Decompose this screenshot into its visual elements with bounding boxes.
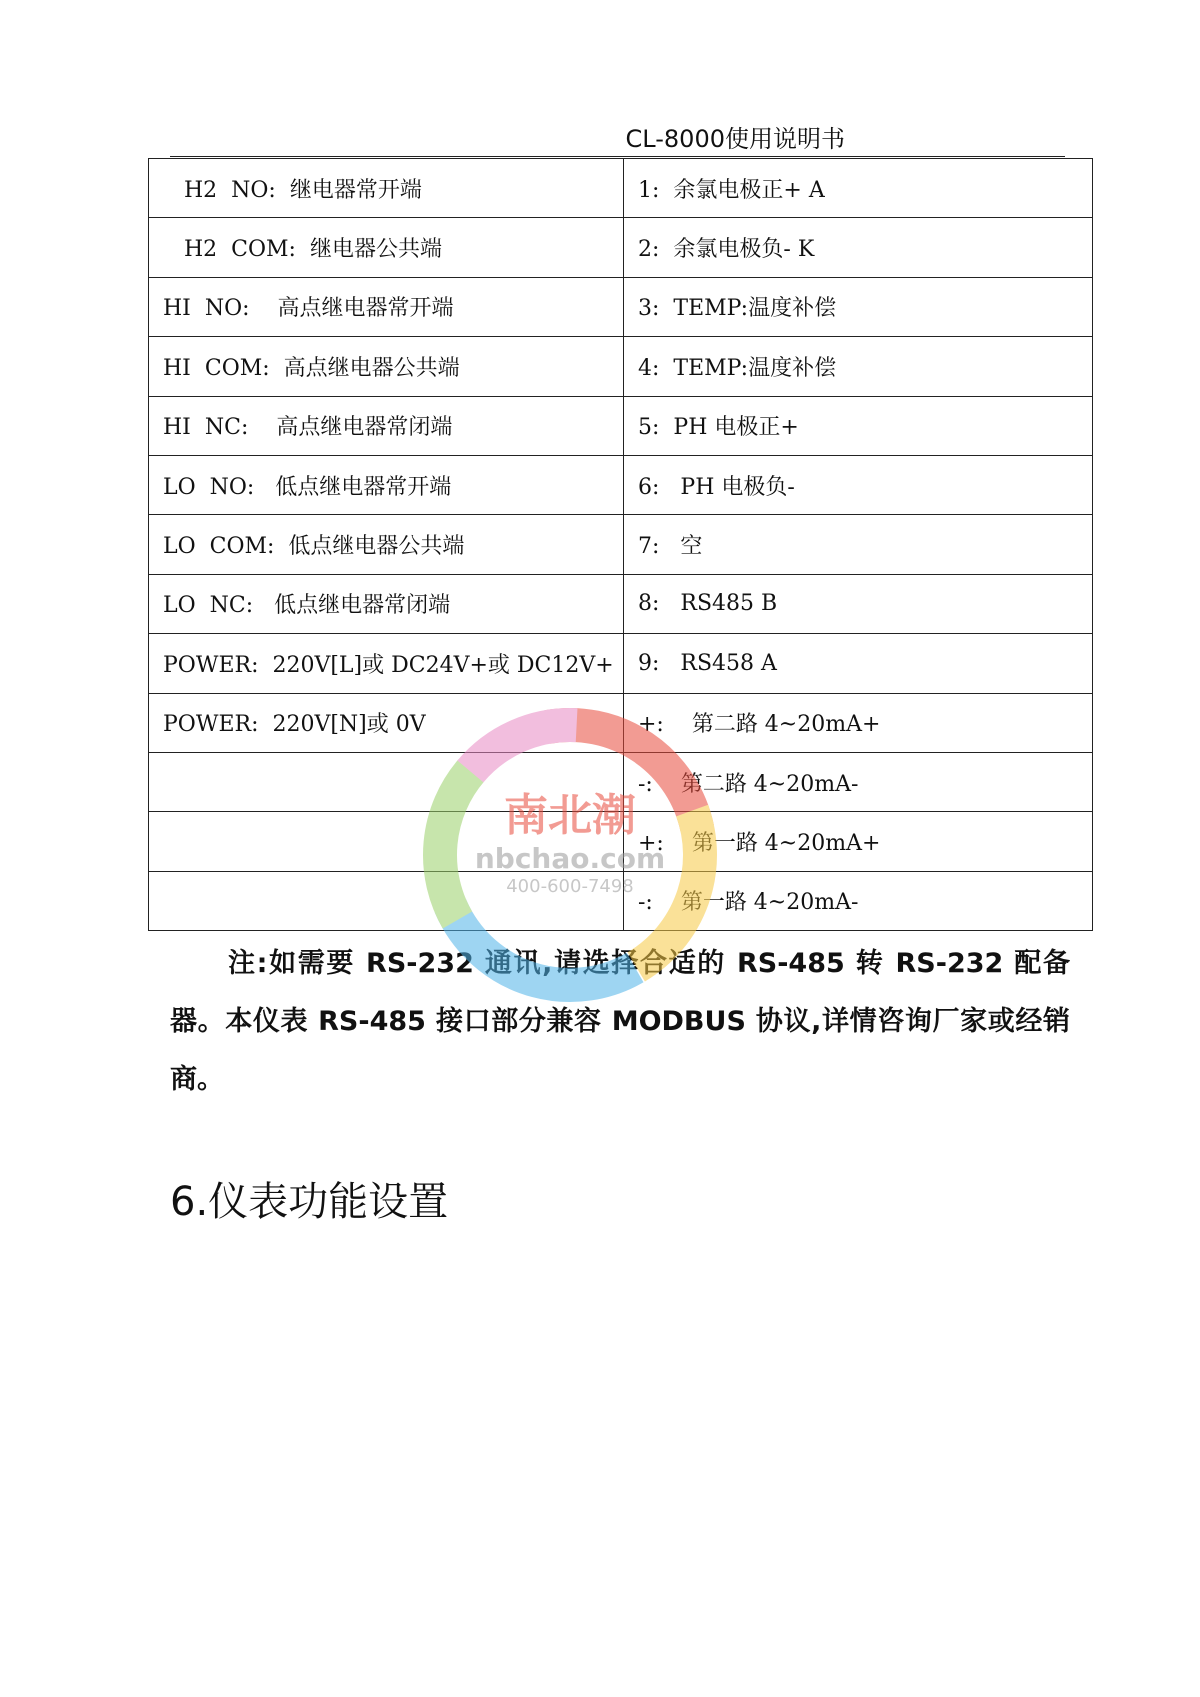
table-row [149, 455, 1093, 514]
section-heading: 6.仪表功能设置 [170, 1179, 449, 1225]
terminal-left-cell: LO NO: 低点继电器常开端 [149, 455, 624, 514]
table-row [149, 337, 1093, 396]
terminal-left-cell: POWER: 220V[N]或 0V [149, 693, 624, 752]
table-row [149, 871, 1093, 930]
terminal-right-cell: 4: TEMP:温度补偿 [624, 337, 1093, 396]
table-row [149, 159, 1093, 218]
terminal-right-cell: -: 第一路 4~20mA- [624, 871, 1093, 930]
terminal-left-cell: HI NO: 高点继电器常开端 [149, 277, 624, 336]
document-title: CL-8000使用说明书 [625, 125, 845, 153]
terminal-left-cell: HI COM: 高点继电器公共端 [149, 337, 624, 396]
terminal-left-cell [149, 812, 624, 871]
table-row [149, 396, 1093, 455]
terminal-left-cell [149, 871, 624, 930]
table-row [149, 752, 1093, 811]
watermark-site: nbchao.com [474, 842, 666, 875]
table-row [149, 812, 1093, 871]
terminal-right-cell: 3: TEMP:温度补偿 [624, 277, 1093, 336]
terminal-left-cell: POWER: 220V[L]或 DC24V+或 DC12V+ [149, 634, 624, 693]
terminal-right-cell: +: 第二路 4~20mA+ [624, 693, 1093, 752]
table-row [149, 574, 1093, 633]
pin-assignment-table [148, 158, 1093, 931]
table-row [149, 515, 1093, 574]
page-header [170, 120, 1065, 157]
watermark-brand: 南北潮 [504, 790, 636, 841]
terminal-left-cell: H2 NO: 继电器常开端 [149, 159, 624, 218]
table-row [149, 693, 1093, 752]
terminal-left-cell: LO COM: 低点继电器公共端 [149, 515, 624, 574]
terminal-left-cell: LO NC: 低点继电器常闭端 [149, 574, 624, 633]
terminal-right-cell: 7: 空 [624, 515, 1093, 574]
terminal-right-cell: 9: RS458 A [624, 634, 1093, 693]
terminal-right-cell: 5: PH 电极正+ [624, 396, 1093, 455]
note-paragraph: 注:如需要 RS-232 通讯,请选择合适的 RS-485 转 RS-232 配备器。本仪表 RS-485 接口部分兼容 MODBUS 协议,详情咨询厂家或经销商。 [170, 948, 1070, 1095]
terminal-left-cell [149, 752, 624, 811]
terminal-left-cell: HI NC: 高点继电器常闭端 [149, 396, 624, 455]
terminal-right-cell: 2: 余氯电极负- K [624, 218, 1093, 277]
terminal-right-cell: 8: RS485 B [624, 574, 1093, 633]
terminal-right-cell: -: 第二路 4~20mA- [624, 752, 1093, 811]
table-row [149, 218, 1093, 277]
terminal-right-cell: 6: PH 电极负- [624, 455, 1093, 514]
watermark-phone: 400-600-7498 [506, 876, 634, 897]
terminal-right-cell: 1: 余氯电极正+ A [624, 159, 1093, 218]
terminal-right-cell: +: 第一路 4~20mA+ [624, 812, 1093, 871]
table-row [149, 277, 1093, 336]
terminal-left-cell: H2 COM: 继电器公共端 [149, 218, 624, 277]
table-row [149, 634, 1093, 693]
